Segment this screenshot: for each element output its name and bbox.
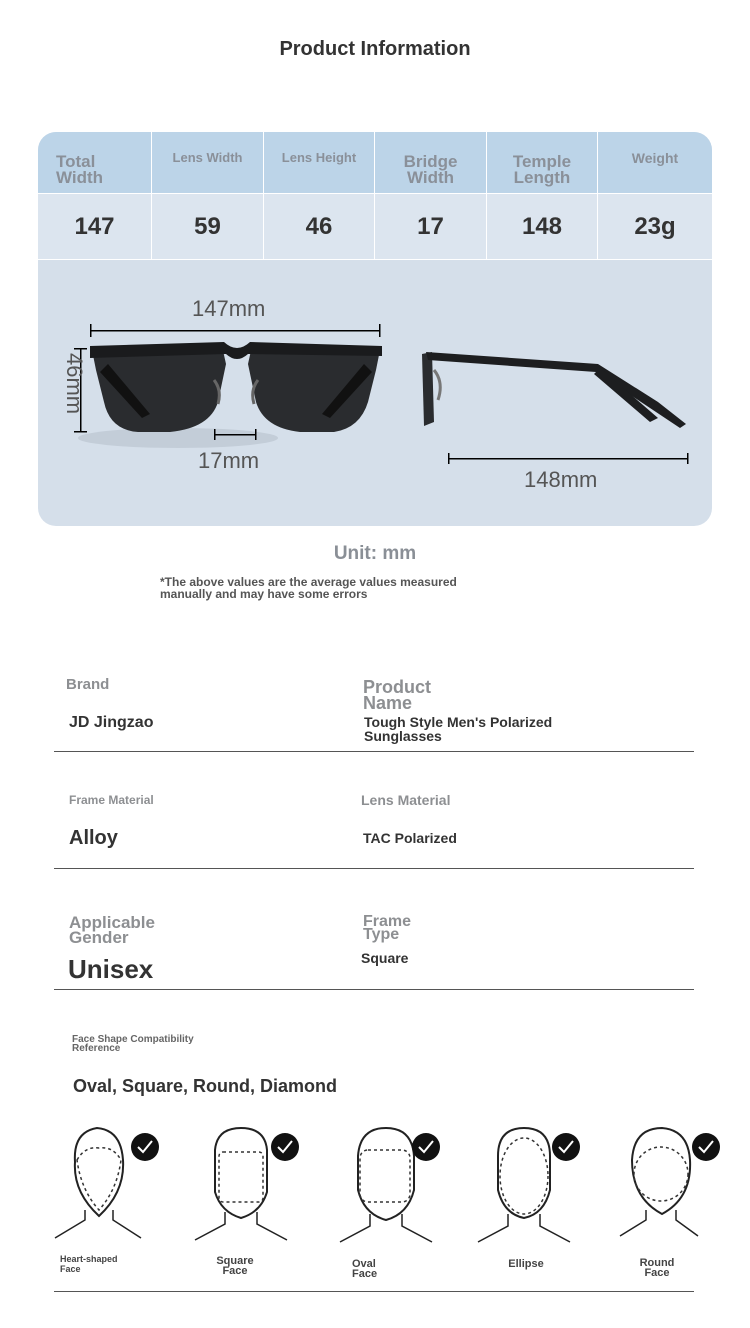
product-name-label: Product Name [363, 677, 432, 713]
face-shape-label: Face Shape Compatibility Reference [72, 1034, 194, 1054]
face-label-round: Round Face [639, 1257, 675, 1279]
check-icon [271, 1133, 299, 1161]
face-label-oval: Oval Face [352, 1258, 378, 1280]
face-shape-value: Oval, Square, Round, Diamond [73, 1076, 338, 1096]
brand-label: Brand [66, 676, 110, 693]
sunglasses-front-icon [78, 342, 382, 448]
divider [54, 989, 694, 990]
header-lens-height: Lens Height [264, 132, 375, 194]
value-lens-width: 59 [152, 194, 264, 260]
check-icon [412, 1133, 440, 1161]
brand-value: JD Jingzao [69, 714, 154, 731]
face-sketches [0, 1120, 750, 1260]
value-lens-height: 46 [264, 194, 375, 260]
heart-face-icon [55, 1128, 141, 1238]
face-label-heart: Heart-shaped Face [60, 1254, 118, 1274]
header-lens-width: Lens Width [152, 132, 264, 194]
value-bridge-width: 17 [375, 194, 487, 260]
round-face-icon [620, 1128, 698, 1236]
gender-value: Unisex [68, 954, 154, 984]
frame-type-value: Square [361, 950, 409, 966]
face-label-ellipse: Ellipse [508, 1258, 544, 1270]
value-total-width: 147 [38, 194, 152, 260]
product-name-value: Tough Style Men's Polarized Sunglasses [364, 714, 553, 744]
frame-type-label: Frame Type [363, 913, 412, 943]
measurement-note: *The above values are the average values measured manually and may have some errors [160, 575, 457, 601]
header-bridge-width: Bridge Width [375, 132, 487, 194]
check-icon [692, 1133, 720, 1161]
face-label-square: Square Face [216, 1255, 254, 1277]
value-temple-length: 148 [487, 194, 598, 260]
frame-material-value: Alloy [69, 827, 118, 849]
header-weight: Weight [598, 132, 712, 194]
page-title: Product Information [279, 38, 471, 60]
lens-height-label: 46mm [62, 353, 87, 415]
frame-material-label: Frame Material [69, 793, 154, 807]
lens-material-label: Lens Material [361, 792, 451, 808]
divider [54, 1291, 694, 1292]
dimensions-card [38, 132, 712, 526]
check-icon [131, 1133, 159, 1161]
lens-material-value: TAC Polarized [363, 830, 457, 846]
sunglasses-side-icon [422, 352, 686, 428]
gender-label: Applicable Gender [69, 913, 155, 947]
divider [54, 751, 694, 752]
unit-label: Unit: mm [333, 543, 417, 564]
header-total-width: Total Width [38, 132, 152, 194]
sunglasses-diagram [38, 132, 712, 526]
value-weight: 23g [598, 194, 712, 260]
bridge-width-label: 17mm [198, 448, 260, 473]
temple-length-label: 148mm [524, 467, 598, 492]
divider [54, 868, 694, 869]
total-width-label: 147mm [192, 296, 266, 321]
header-temple-length: Temple Length [487, 132, 598, 194]
check-icon [552, 1133, 580, 1161]
